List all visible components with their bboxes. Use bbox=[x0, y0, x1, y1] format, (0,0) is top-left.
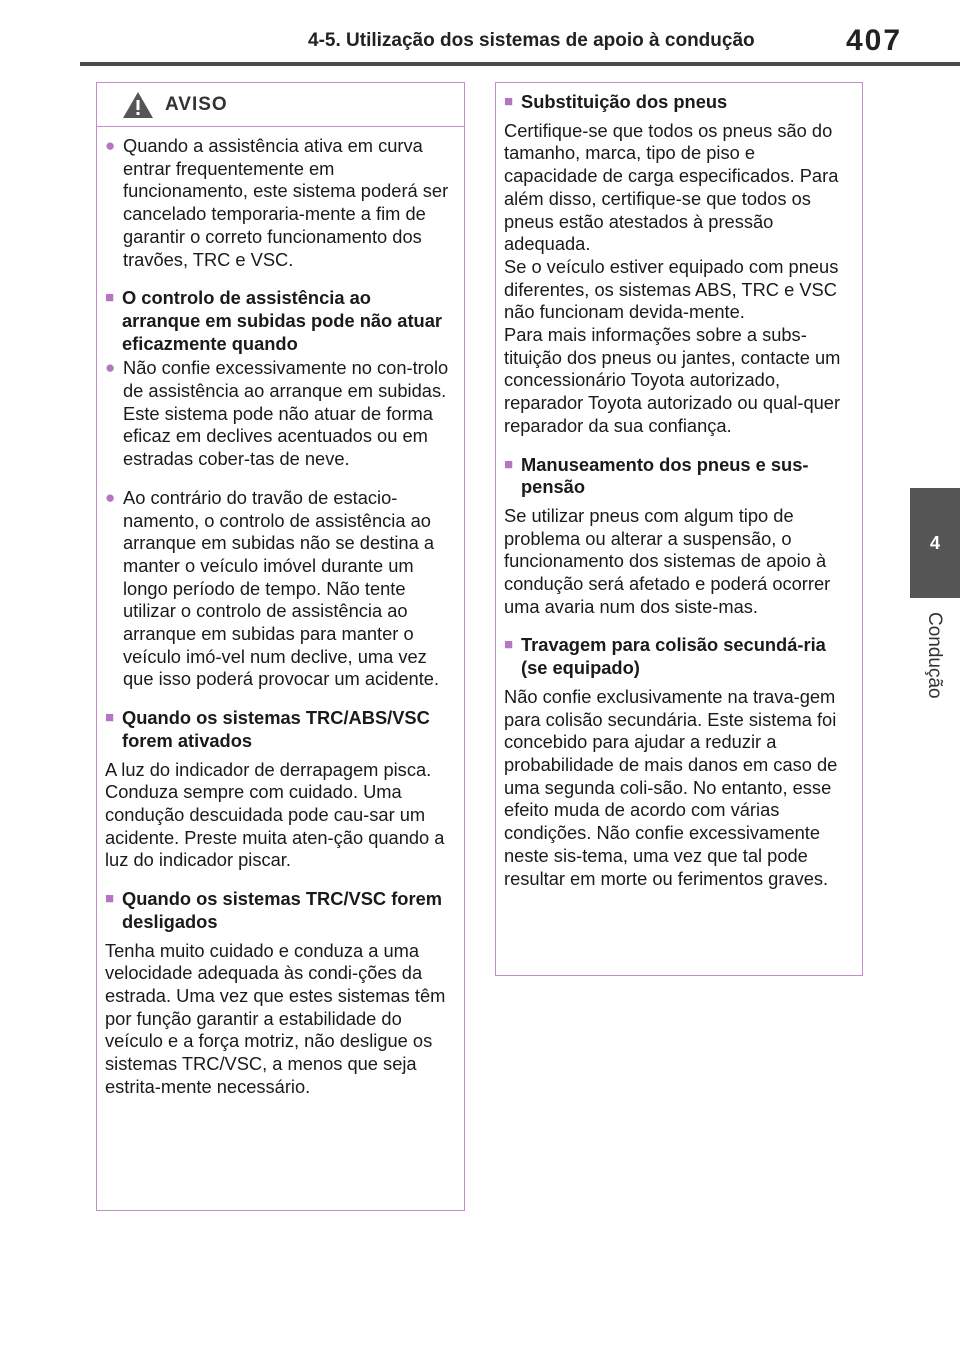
section-title: Substituição dos pneus bbox=[521, 91, 728, 112]
chapter-number: 4 bbox=[929, 532, 940, 553]
square-bullet-icon: ■ bbox=[504, 636, 514, 654]
section-text: Não confie exclusivamente na trava-gem para colisão secundária. Este sistema foi concebido para ajudar a reduzir a probabilidade de mais danos em caso de uma segunda coli-são. No entanto, esse efeito muda de acordo com várias condições. Não confie excessivamente neste sis-tema, uma vez que tal pode resultar em morte ou ferimentos graves. bbox=[504, 685, 838, 889]
section-heading bbox=[105, 707, 452, 752]
chapter-label: Condução bbox=[924, 612, 945, 699]
list-item-text: Quando a assistência ativa em curva entrar frequentemente em funcionamento, este sistema poderá ser cancelado temporaria-mente a fim de garantir o correto funcionamento dos travões, TRC e VSC. bbox=[123, 135, 449, 270]
section-title: Travagem para colisão secundá-ria (se equipado) bbox=[521, 634, 826, 679]
circle-bullet-icon: ● bbox=[105, 358, 116, 378]
square-bullet-icon: ■ bbox=[105, 709, 115, 727]
section-title: Manuseamento dos pneus e sus-pensão bbox=[521, 453, 809, 498]
warning-box bbox=[96, 82, 465, 1211]
square-bullet-icon: ■ bbox=[105, 289, 115, 307]
list-item bbox=[105, 357, 452, 471]
list-item bbox=[105, 135, 452, 271]
warning-content bbox=[97, 127, 464, 1098]
section-heading bbox=[504, 454, 850, 499]
circle-bullet-icon: ● bbox=[105, 136, 116, 155]
info-content bbox=[496, 83, 862, 890]
circle-bullet-icon: ● bbox=[105, 487, 116, 507]
list-item bbox=[105, 487, 452, 691]
list-item-text: Não confie excessivamente no con-trolo de assistência ao arranque em subidas. Este sistema pode não atuar de forma eficaz em declives acentuados ou em estradas cober-tas de neve. bbox=[123, 357, 449, 470]
section-text: Se utilizar pneus com algum tipo de problema ou alterar a suspensão, o funcionamento dos sistemas de apoio à condução será afetado e poderá ocorrer uma avaria num dos siste-mas. bbox=[504, 504, 831, 617]
section-heading bbox=[504, 634, 850, 679]
square-bullet-icon: ■ bbox=[504, 93, 514, 110]
page-number: 407 bbox=[846, 24, 903, 57]
header-divider bbox=[80, 62, 960, 66]
section-text: Tenha muito cuidado e conduza a uma velocidade adequada às condi-ções da estrada. Uma vez que estes sistemas têm por função garantir a estabilidade do veículo e a força motriz, não desligue os sistemas TRC/VSC, a menos que seja estrita-mente necessário. bbox=[105, 939, 446, 1097]
list-item-text: Ao contrário do travão de estacio-namento, o controlo de assistência ao arranque em subidas não se destina a manter o veículo imóvel durante um longo período de tempo. Não tente utilizar o controlo de assistência ao arranque em subidas para manter o veículo imó-vel num declive, uma vez que isso poderá provocar um acidente. bbox=[123, 486, 440, 690]
page-header-title: 4-5. Utilização dos sistemas de apoio à condução bbox=[308, 30, 755, 51]
section-title: Quando os sistemas TRC/ABS/VSC forem ativados bbox=[122, 707, 430, 751]
section-text: A luz do indicador de derrapagem pisca. Conduza sempre com cuidado. Uma condução descuidada pode cau-sar um acidente. Preste muita aten-ção quando a luz do indicador piscar. bbox=[105, 758, 445, 871]
section-title: Quando os sistemas TRC/VSC forem desligados bbox=[122, 888, 442, 932]
section-title: O controlo de assistência ao arranque em subidas pode não atuar eficazmente quando bbox=[122, 287, 443, 354]
section-heading bbox=[504, 91, 850, 114]
section-text: Certifique-se que todos os pneus são do tamanho, marca, tipo de piso e capacidade de carga especificados. Para além disso, certifique-se que todos os pneus estão atestados à pressão adequada. Se o veículo estiver equipado com pneus diferentes, os sistemas ABS, TRC e VSC não funcionam devida-mente. Para mais informações sobre a subs-tituição dos pneus ou jantes, contacte um concessionário Toyota autorizado, reparador Toyota autorizado ou qual-quer reparador da sua confiança. bbox=[504, 119, 841, 436]
warning-label: AVISO bbox=[165, 93, 228, 115]
square-bullet-icon: ■ bbox=[504, 455, 514, 473]
warning-triangle-icon bbox=[121, 90, 155, 120]
section-heading bbox=[105, 888, 452, 933]
square-bullet-icon: ■ bbox=[105, 890, 115, 908]
chapter-tab[interactable] bbox=[910, 488, 960, 598]
info-box bbox=[495, 82, 863, 976]
section-heading bbox=[105, 287, 452, 355]
warning-header bbox=[97, 83, 464, 127]
